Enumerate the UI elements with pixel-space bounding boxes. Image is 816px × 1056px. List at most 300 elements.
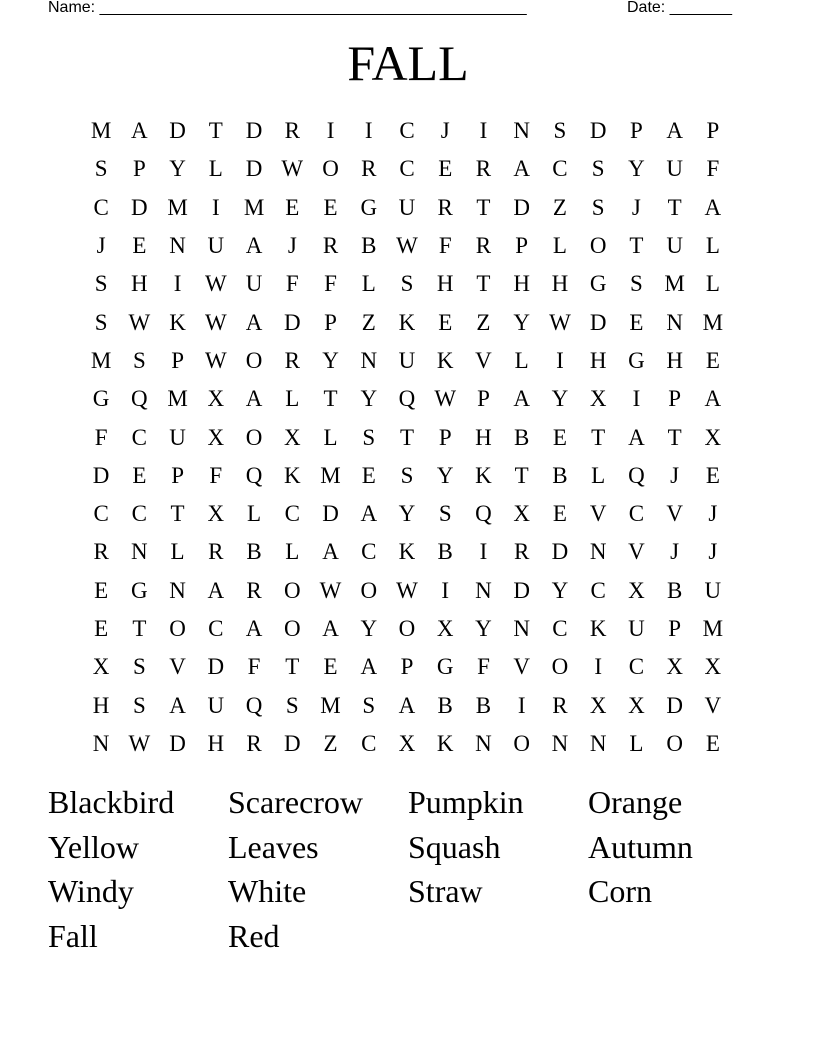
grid-letter[interactable]: S (362, 692, 376, 718)
grid-letter[interactable]: I (479, 539, 488, 565)
grid-letter[interactable]: X (704, 424, 722, 450)
grid-letter[interactable]: N (475, 730, 492, 756)
grid-letter[interactable]: G (436, 654, 454, 680)
date-field[interactable]: Date: _______ (627, 0, 732, 16)
grid-letter[interactable]: R (437, 194, 453, 220)
grid-letter[interactable]: O (551, 654, 569, 680)
grid-letter[interactable]: T (514, 462, 529, 488)
grid-letter[interactable]: I (364, 118, 373, 144)
grid-letter[interactable]: A (398, 692, 416, 718)
grid-letter[interactable]: Y (628, 156, 645, 182)
grid-letter[interactable]: E (323, 654, 338, 680)
grid-letter[interactable]: M (664, 271, 685, 297)
grid-letter[interactable]: S (591, 156, 605, 182)
grid-letter[interactable]: V (169, 654, 186, 680)
grid-letter[interactable]: N (92, 730, 110, 756)
grid-letter[interactable]: V (589, 501, 607, 527)
grid-letter[interactable]: R (552, 692, 568, 718)
grid-letter[interactable]: W (204, 309, 227, 335)
grid-letter[interactable]: D (322, 501, 339, 527)
grid-letter[interactable]: L (323, 424, 338, 450)
grid-letter[interactable]: X (283, 424, 301, 450)
grid-letter[interactable]: L (552, 233, 567, 259)
grid-letter[interactable]: X (589, 386, 607, 412)
grid-letter[interactable]: S (132, 692, 146, 718)
grid-letter[interactable]: T (476, 194, 491, 220)
grid-letter[interactable]: Y (360, 386, 378, 412)
grid-letter[interactable]: Q (245, 462, 263, 488)
grid-letter[interactable]: I (211, 194, 220, 220)
grid-letter[interactable]: A (628, 424, 645, 450)
grid-letter[interactable]: M (320, 692, 341, 718)
grid-letter[interactable]: D (92, 462, 110, 488)
grid-letter[interactable]: R (322, 233, 339, 259)
grid-letter[interactable]: R (208, 539, 224, 565)
grid-letter[interactable]: L (247, 501, 262, 527)
grid-letter[interactable]: C (131, 501, 148, 527)
grid-letter[interactable]: A (360, 654, 378, 680)
grid-letter[interactable]: K (475, 462, 492, 488)
grid-letter[interactable]: B (666, 577, 683, 603)
grid-letter[interactable]: C (399, 156, 415, 182)
grid-letter[interactable]: Y (551, 386, 569, 412)
grid-letter[interactable]: U (628, 616, 645, 641)
grid-letter[interactable]: X (207, 424, 225, 450)
grid-letter[interactable]: P (132, 156, 146, 182)
grid-letter[interactable]: O (360, 577, 378, 603)
grid-letter[interactable]: A (131, 118, 148, 144)
grid-letter[interactable]: H (207, 730, 225, 756)
grid-letter[interactable]: D (666, 692, 683, 718)
grid-letter[interactable]: C (361, 730, 377, 756)
grid-letter[interactable]: B (514, 424, 530, 450)
grid-letter[interactable]: E (132, 233, 147, 259)
grid-letter[interactable]: H (131, 271, 148, 297)
grid-letter[interactable]: R (284, 118, 300, 144)
grid-letter[interactable]: X (628, 692, 645, 718)
grid-letter[interactable]: H (589, 347, 607, 373)
grid-letter[interactable]: C (361, 539, 377, 565)
grid-letter[interactable]: D (513, 577, 530, 603)
grid-letter[interactable]: N (169, 577, 186, 603)
grid-letter[interactable]: D (513, 194, 530, 220)
grid-letter[interactable]: T (399, 424, 415, 450)
grid-letter[interactable]: X (207, 386, 225, 412)
grid-letter[interactable]: B (475, 692, 492, 718)
grid-letter[interactable]: D (283, 730, 301, 756)
grid-letter[interactable]: G (360, 194, 378, 220)
grid-row (82, 227, 732, 265)
grid-letter[interactable]: T (323, 386, 338, 412)
grid-letter[interactable]: N (360, 347, 378, 373)
grid-letter[interactable]: H (475, 424, 492, 450)
grid-letter[interactable]: L (591, 462, 606, 488)
grid-letter[interactable]: L (208, 156, 223, 182)
grid-letter[interactable]: W (434, 386, 457, 412)
grid-letter[interactable]: X (628, 577, 645, 603)
grid-letter[interactable]: D (283, 309, 301, 335)
grid-letter[interactable]: R (284, 347, 300, 373)
grid-letter[interactable]: R (475, 156, 492, 182)
grid-letter[interactable]: M (167, 194, 188, 220)
grid-letter[interactable]: O (283, 577, 301, 603)
grid-letter[interactable]: X (704, 654, 722, 680)
grid-letter[interactable]: V (513, 654, 530, 680)
grid-letter[interactable]: C (628, 654, 645, 680)
grid-letter[interactable]: Q (245, 692, 263, 718)
grid-letter[interactable]: K (169, 309, 186, 335)
grid-letter[interactable]: F (209, 462, 223, 488)
grid-letter[interactable]: J (631, 194, 641, 220)
grid-letter[interactable]: U (666, 233, 683, 259)
grid-letter[interactable]: I (556, 347, 564, 373)
grid-letter[interactable]: F (94, 424, 108, 450)
grid-letter[interactable]: X (207, 501, 225, 527)
grid-letter[interactable]: E (94, 577, 109, 603)
grid-letter[interactable]: I (479, 118, 488, 144)
grid-letter[interactable]: S (94, 271, 108, 297)
grid-letter[interactable]: O (169, 616, 186, 641)
grid-letter[interactable]: W (281, 156, 304, 182)
grid-letter[interactable]: T (208, 118, 223, 144)
grid-letter[interactable]: D (589, 309, 607, 335)
grid-letter[interactable]: S (94, 156, 108, 182)
grid-letter[interactable]: K (398, 539, 416, 565)
grid-letter[interactable]: Y (551, 577, 569, 603)
grid-letter[interactable]: D (245, 118, 263, 144)
grid-letter[interactable]: W (396, 577, 418, 603)
grid-letter[interactable]: L (361, 271, 376, 297)
grid-letter[interactable]: M (90, 347, 112, 373)
grid-letter[interactable]: S (132, 654, 146, 680)
grid-letter[interactable]: X (589, 692, 607, 718)
grid-letter[interactable]: F (285, 271, 299, 297)
grid-letter[interactable]: R (246, 730, 262, 756)
grid-letter[interactable]: W (204, 347, 227, 373)
word-bank-item: Fall (48, 918, 98, 955)
grid-letter[interactable]: S (400, 271, 414, 297)
grid-letter[interactable]: L (170, 539, 185, 565)
grid-letter[interactable]: Y (398, 501, 416, 527)
grid-letter[interactable]: A (666, 118, 683, 144)
grid-letter[interactable]: O (245, 424, 263, 450)
grid-letter[interactable]: T (591, 424, 606, 450)
grid-letter[interactable]: T (667, 424, 682, 450)
grid-letter[interactable]: J (440, 118, 450, 144)
grid-letter[interactable]: V (666, 501, 683, 527)
grid-letter[interactable]: A (513, 386, 530, 412)
grid-letter[interactable]: A (207, 577, 225, 603)
grid-letter[interactable]: U (169, 424, 186, 450)
grid-letter[interactable]: T (132, 616, 147, 641)
grid-letter[interactable]: Y (360, 616, 378, 641)
grid-letter[interactable]: C (590, 577, 606, 603)
grid-letter[interactable]: S (94, 309, 108, 335)
grid-letter[interactable]: F (324, 271, 337, 297)
grid-letter[interactable]: H (666, 347, 683, 373)
grid-letter[interactable]: H (92, 692, 110, 718)
grid-letter[interactable]: C (93, 501, 109, 527)
grid-letter[interactable]: I (517, 692, 526, 718)
grid-letter[interactable]: T (285, 654, 300, 680)
grid-letter[interactable]: H (551, 271, 569, 297)
grid-letter[interactable]: X (436, 616, 454, 641)
grid-letter[interactable]: E (705, 347, 720, 373)
grid-letter[interactable]: J (287, 233, 297, 259)
grid-letter[interactable]: Y (169, 156, 186, 182)
grid-letter[interactable]: L (629, 730, 644, 756)
grid-letter[interactable]: H (436, 271, 454, 297)
grid-letter[interactable]: D (245, 156, 263, 182)
grid-letter[interactable]: N (169, 233, 186, 259)
grid-letter[interactable]: P (706, 118, 720, 144)
grid-letter[interactable]: K (283, 462, 301, 488)
grid-letter[interactable]: J (96, 233, 106, 259)
grid-letter[interactable]: E (94, 616, 109, 641)
grid-letter[interactable]: U (207, 233, 225, 259)
grid-letter[interactable]: K (589, 616, 607, 641)
grid-letter[interactable]: P (630, 118, 643, 144)
grid-letter[interactable]: W (204, 271, 227, 297)
grid-letter[interactable]: Y (475, 616, 492, 641)
grid-letter[interactable]: N (475, 577, 492, 603)
grid-letter[interactable]: J (708, 539, 718, 565)
grid-letter[interactable]: M (243, 194, 265, 220)
grid-letter[interactable]: Z (476, 309, 491, 335)
grid-letter[interactable]: I (173, 271, 182, 297)
grid-letter[interactable]: W (128, 309, 151, 335)
grid-letter[interactable]: M (90, 118, 112, 144)
grid-letter[interactable]: I (594, 654, 602, 680)
grid-letter[interactable]: R (361, 156, 377, 182)
grid-letter[interactable]: A (704, 386, 722, 412)
grid-letter[interactable]: W (319, 577, 342, 603)
grid-letter[interactable]: L (514, 347, 529, 373)
grid-letter[interactable]: C (93, 194, 109, 220)
grid-letter[interactable]: S (362, 424, 376, 450)
grid-letter[interactable]: O (513, 730, 530, 756)
grid-letter[interactable]: O (398, 616, 416, 641)
grid-letter[interactable]: J (670, 539, 680, 565)
grid-letter[interactable]: D (169, 118, 186, 144)
grid-letter[interactable]: Y (322, 347, 339, 373)
grid-letter[interactable]: U (245, 271, 263, 297)
grid-letter[interactable]: X (666, 654, 683, 680)
grid-letter[interactable]: O (283, 616, 301, 641)
word-bank-item: White (228, 873, 307, 910)
grid-letter[interactable]: Z (552, 194, 567, 220)
grid-letter[interactable]: E (132, 462, 147, 488)
grid-letter[interactable]: L (705, 233, 720, 259)
grid-letter[interactable]: U (398, 347, 416, 373)
grid-letter[interactable]: K (436, 347, 454, 373)
grid-letter[interactable]: Q (475, 501, 492, 527)
grid-letter[interactable]: I (441, 577, 450, 603)
grid-letter[interactable]: U (207, 692, 225, 718)
grid-letter[interactable]: H (513, 271, 530, 297)
grid-letter[interactable]: A (169, 692, 186, 718)
grid-letter[interactable]: L (705, 271, 720, 297)
grid-letter[interactable]: B (437, 539, 453, 565)
grid-letter[interactable]: A (245, 386, 263, 412)
grid-letter[interactable]: G (628, 347, 645, 373)
grid-row (82, 112, 732, 150)
grid-letter[interactable]: Y (436, 462, 454, 488)
grid-letter[interactable]: R (93, 539, 109, 565)
grid-letter[interactable]: B (361, 233, 377, 259)
grid-letter[interactable]: O (589, 233, 607, 259)
grid-letter[interactable]: D (131, 194, 148, 220)
name-field[interactable]: Name: ________________________________________________ (48, 0, 527, 16)
grid-letter[interactable]: Z (323, 730, 338, 756)
grid-letter[interactable]: C (552, 616, 568, 641)
grid-letter[interactable]: P (668, 616, 682, 641)
grid-letter[interactable]: Q (398, 386, 416, 412)
grid-letter[interactable]: O (322, 156, 339, 182)
grid-letter[interactable]: E (629, 309, 644, 335)
grid-letter[interactable]: B (246, 539, 262, 565)
grid-letter[interactable]: P (668, 386, 682, 412)
grid-letter[interactable]: P (324, 309, 337, 335)
grid-letter[interactable]: R (475, 233, 492, 259)
grid-letter[interactable]: X (92, 654, 110, 680)
grid-letter[interactable]: Q (628, 462, 645, 488)
grid-letter[interactable]: Q (131, 386, 148, 412)
grid-letter[interactable]: W (396, 233, 418, 259)
grid-letter[interactable]: A (322, 616, 339, 641)
grid-letter[interactable]: K (398, 309, 416, 335)
grid-letter[interactable]: B (437, 692, 453, 718)
grid-letter[interactable]: A (322, 539, 339, 565)
grid-letter[interactable]: E (438, 156, 453, 182)
grid-letter[interactable]: F (247, 654, 261, 680)
grid-letter[interactable]: T (170, 501, 185, 527)
grid-letter[interactable]: S (553, 118, 567, 144)
grid-letter[interactable]: D (551, 539, 569, 565)
grid-letter[interactable]: A (704, 194, 722, 220)
grid-letter[interactable]: L (285, 539, 300, 565)
grid-letter[interactable]: O (245, 347, 263, 373)
grid-letter[interactable]: I (632, 386, 641, 412)
grid-letter[interactable]: E (285, 194, 300, 220)
grid-letter[interactable]: F (438, 233, 452, 259)
grid-letter[interactable]: W (128, 730, 151, 756)
grid-letter[interactable]: N (551, 730, 569, 756)
grid-letter[interactable]: J (708, 501, 718, 527)
grid-letter[interactable]: S (132, 347, 146, 373)
grid-letter[interactable]: D (207, 654, 225, 680)
grid-letter[interactable]: A (513, 156, 530, 182)
grid-letter[interactable]: P (171, 347, 184, 373)
grid-letter[interactable]: M (702, 616, 724, 641)
grid-letter[interactable]: Y (513, 309, 530, 335)
grid-letter[interactable]: C (399, 118, 415, 144)
grid-letter[interactable]: C (131, 424, 148, 450)
grid-letter[interactable]: A (245, 309, 263, 335)
grid-letter[interactable]: R (246, 577, 262, 603)
grid-letter[interactable]: F (706, 156, 720, 182)
grid-letter[interactable]: W (549, 309, 571, 335)
grid-row (82, 342, 732, 380)
grid-letter[interactable]: N (513, 616, 530, 641)
grid-row (82, 457, 732, 495)
grid-letter[interactable]: S (285, 692, 299, 718)
grid-letter[interactable]: E (705, 730, 720, 756)
grid-letter[interactable]: J (670, 462, 680, 488)
grid-letter[interactable]: C (208, 616, 224, 641)
grid-letter[interactable]: Z (361, 309, 376, 335)
grid-letter[interactable]: U (666, 156, 683, 182)
grid-letter[interactable]: A (245, 233, 263, 259)
grid-letter[interactable]: U (398, 194, 416, 220)
grid-letter[interactable]: S (591, 194, 605, 220)
grid-letter[interactable]: S (630, 271, 643, 297)
grid-row (82, 265, 732, 303)
grid-row (82, 189, 732, 227)
word-bank-item: Scarecrow (228, 784, 364, 820)
grid-letter[interactable]: A (245, 616, 263, 641)
grid-letter[interactable]: X (513, 501, 530, 527)
grid-letter[interactable]: V (475, 347, 492, 373)
grid-letter[interactable]: L (285, 386, 300, 412)
grid-letter[interactable]: E (552, 501, 567, 527)
grid-letter[interactable]: I (326, 118, 335, 144)
grid-letter[interactable]: X (398, 730, 416, 756)
grid-letter[interactable]: A (360, 501, 378, 527)
grid-letter[interactable]: G (589, 271, 607, 297)
grid-letter[interactable]: E (552, 424, 567, 450)
grid-letter[interactable]: P (477, 386, 490, 412)
grid-letter[interactable]: D (169, 730, 186, 756)
grid-letter[interactable]: K (436, 730, 454, 756)
grid-letter[interactable]: T (629, 233, 644, 259)
grid-letter[interactable]: G (131, 577, 148, 603)
grid-letter[interactable]: P (171, 462, 184, 488)
grid-letter[interactable]: P (515, 233, 529, 259)
grid-letter[interactable]: F (477, 654, 490, 680)
grid-letter[interactable]: P (400, 654, 414, 680)
grid-letter[interactable]: P (438, 424, 452, 450)
grid-letter[interactable]: M (702, 309, 724, 335)
grid-letter[interactable]: C (628, 501, 645, 527)
grid-letter[interactable]: E (323, 194, 338, 220)
grid-letter[interactable]: V (704, 692, 722, 718)
grid-letter[interactable]: E (361, 462, 376, 488)
grid-letter[interactable]: B (552, 462, 568, 488)
grid-letter[interactable]: O (666, 730, 683, 756)
grid-letter[interactable]: R (514, 539, 530, 565)
grid-letter[interactable]: S (400, 462, 414, 488)
grid-letter[interactable]: D (589, 118, 607, 144)
grid-letter[interactable]: S (438, 501, 452, 527)
grid-letter[interactable]: V (628, 539, 645, 565)
grid-letter[interactable]: N (589, 539, 607, 565)
grid-letter[interactable]: E (438, 309, 453, 335)
grid-letter[interactable]: N (589, 730, 607, 756)
grid-letter[interactable]: T (667, 194, 682, 220)
grid-letter[interactable]: N (666, 309, 683, 335)
grid-letter[interactable]: N (131, 539, 148, 565)
grid-letter[interactable]: N (513, 118, 530, 144)
grid-letter[interactable]: E (705, 462, 720, 488)
grid-letter[interactable]: M (167, 386, 188, 412)
grid-letter[interactable]: G (92, 386, 110, 412)
grid-letter[interactable]: C (284, 501, 300, 527)
grid-letter[interactable]: C (552, 156, 568, 182)
grid-letter[interactable]: T (476, 271, 491, 297)
grid-letter[interactable]: M (320, 462, 341, 488)
grid-letter[interactable]: U (704, 577, 722, 603)
